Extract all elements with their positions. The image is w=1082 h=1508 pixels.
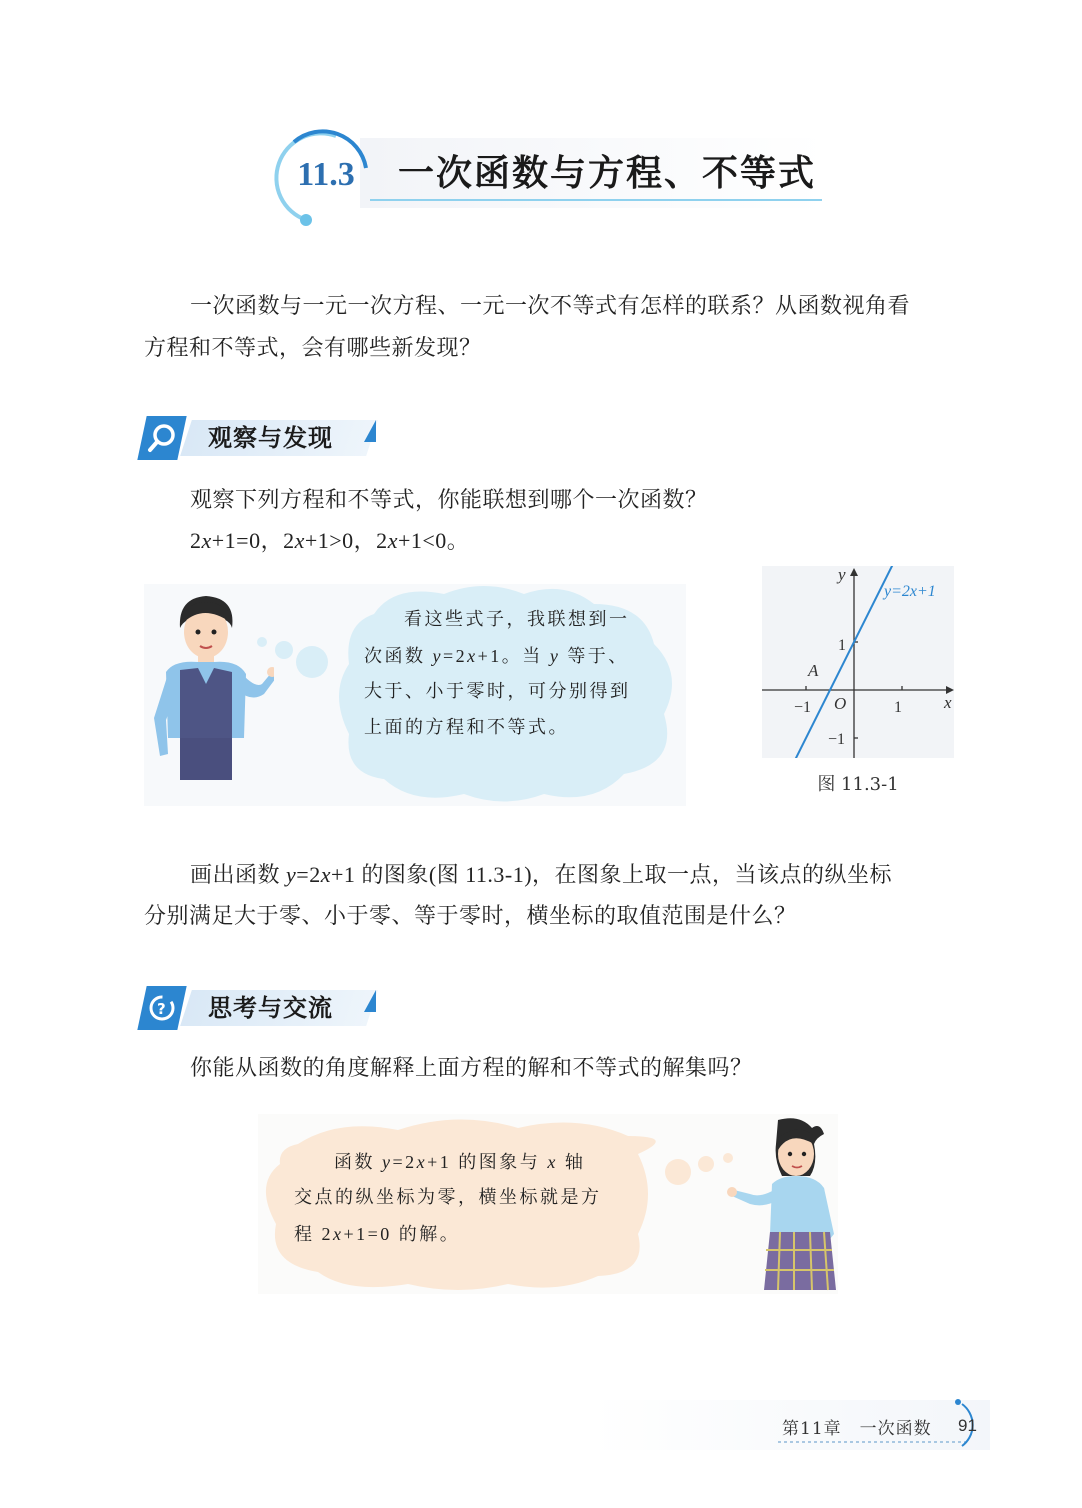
intro-line-2: 方程和不等式，会有哪些新发现？ [144, 336, 482, 361]
y-axis-label: y [838, 566, 846, 584]
think-header [142, 986, 382, 1028]
graph-question: 画出函数 y=2x+1 的图象(图 11.3-1)，在图象上取一点，当该点的纵坐标 分别满足大于零、小于零、等于零时，横坐标的取值范围是什么？ [144, 862, 893, 929]
section-number: 11.3 [297, 156, 355, 193]
intro-paragraph [144, 286, 974, 370]
y-tick-neg1-label: −1 [828, 731, 846, 748]
y-tick-1-label: 1 [838, 637, 846, 654]
section-title: 一次函数与方程、不等式 [398, 153, 817, 194]
function-graph [762, 566, 954, 758]
observe-heading: 观察与发现 [208, 424, 333, 452]
observe-header [142, 416, 382, 458]
question-cycle-icon [146, 990, 180, 1026]
girl-illustration [720, 1114, 838, 1294]
think-heading: 思考与交流 [208, 994, 333, 1022]
figure-caption: 图 11.3-1 [817, 774, 899, 795]
think-question: 你能从函数的角度解释上面方程的解和不等式的解集吗？ [190, 1056, 753, 1081]
magnifier-icon [146, 420, 180, 456]
x-tick-1-label: 1 [894, 699, 902, 716]
boy-illustration [144, 588, 274, 780]
origin-label: O [834, 694, 847, 713]
girl-bubble-text: 函数 y=2x+1 的图象与 x 轴 交点的纵坐标为零，横坐标就是方 程 2x+1=0 的解。 [294, 1152, 602, 1244]
point-a-label: A [808, 661, 819, 680]
footer-chapter: 第11章 一次函数 [782, 1419, 932, 1439]
x-tick-neg1-label: −1 [794, 699, 812, 716]
line-equation-label: y=2x+1 [884, 583, 936, 600]
observe-expressions: 2x+1=0，2x+1>0，2x+1<0。 [190, 528, 470, 553]
intro-line-1: 一次函数与一元一次方程、一元一次不等式有怎样的联系？从函数视角看 [190, 294, 911, 319]
page-number: 91 [958, 1416, 977, 1435]
boy-bubble-text: 看这些式子，我联想到一 次函数 y=2x+1。当 y 等于、 大于、小于零时，可分别得到 上面的方程和不等式。 [364, 609, 631, 738]
observe-question: 观察下列方程和不等式，你能联想到哪个一次函数？ [190, 488, 708, 513]
svg-text:?: ? [157, 1000, 166, 1018]
x-axis-label: x [944, 693, 952, 712]
y-axis-arrow [850, 568, 858, 576]
